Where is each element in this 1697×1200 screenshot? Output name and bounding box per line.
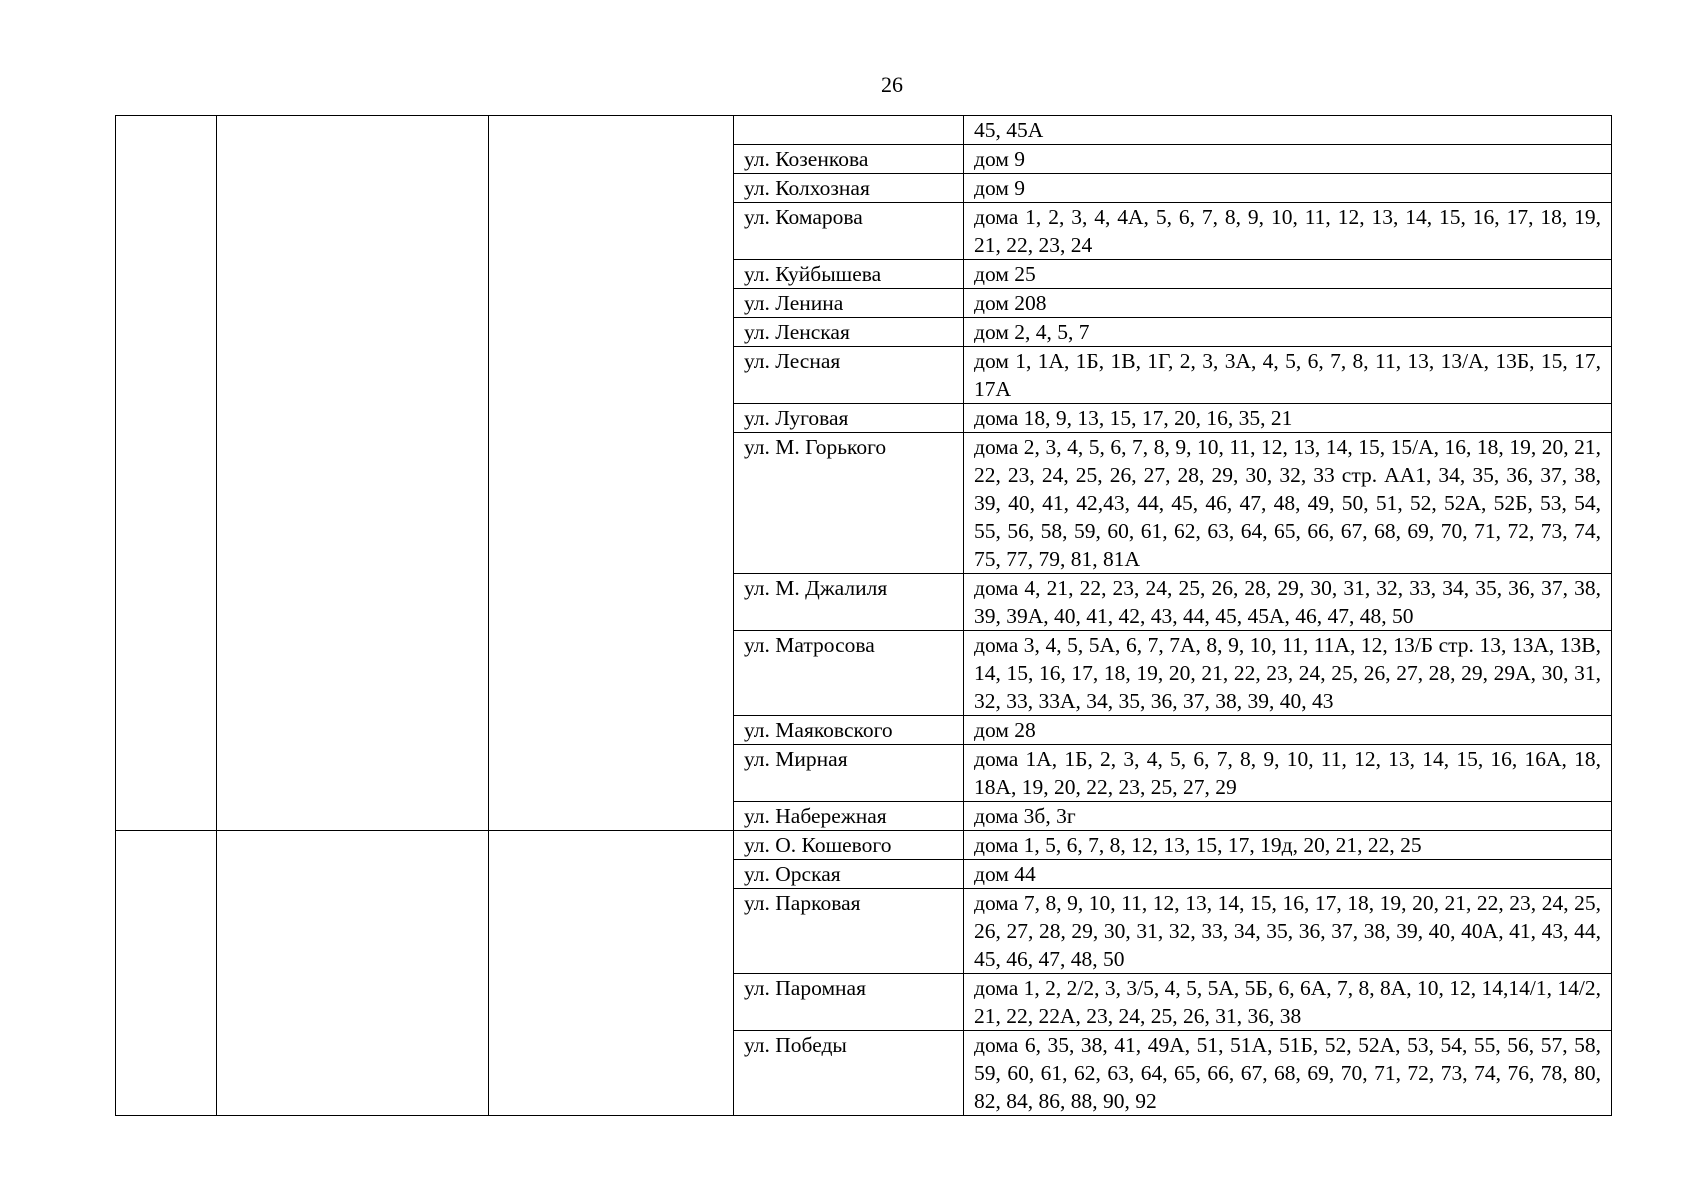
houses-cell: дома 4, 21, 22, 23, 24, 25, 26, 28, 29, 30, 31, 32, 33, 34, 35, 36, 37, 38, 39, 39А, 40, 41, 42, 43, 44, 45, 45А, 46, 47, 48, 50 bbox=[964, 574, 1612, 631]
houses-cell: дома 7, 8, 9, 10, 11, 12, 13, 14, 15, 16, 17, 18, 19, 20, 21, 22, 23, 24, 25, 26, 27, 28, 29, 30, 31, 32, 33, 34, 35, 36, 37, 38, 39, 40, 40А, 41, 43, 44, 45, 46, 47, 48, 50 bbox=[964, 889, 1612, 974]
street-cell: ул. О. Кошевого bbox=[734, 831, 964, 860]
street-cell: ул. Куйбышева bbox=[734, 260, 964, 289]
houses-cell: дом 44 bbox=[964, 860, 1612, 889]
street-cell: ул. Луговая bbox=[734, 404, 964, 433]
houses-cell: дома 18, 9, 13, 15, 17, 20, 16, 35, 21 bbox=[964, 404, 1612, 433]
address-table-body bbox=[116, 116, 1612, 1116]
number-cell bbox=[116, 831, 217, 1116]
houses-cell: дом 9 bbox=[964, 174, 1612, 203]
houses-cell: дом 2, 4, 5, 7 bbox=[964, 318, 1612, 347]
houses-cell: дома 3, 4, 5, 5А, 6, 7, 7А, 8, 9, 10, 11, 11А, 12, 13/Б стр. 13, 13А, 13В, 14, 15, 16, 17, 18, 19, 20, 21, 22, 23, 24, 25, 26, 27, 28, 29, 29А, 30, 31, 32, 33, 33А, 34, 35, 36, 37, 38, 39, 40, 43 bbox=[964, 631, 1612, 716]
houses-cell: дом 25 bbox=[964, 260, 1612, 289]
street-cell: ул. Лесная bbox=[734, 347, 964, 404]
houses-cell: дом 208 bbox=[964, 289, 1612, 318]
street-cell: ул. Козенкова bbox=[734, 145, 964, 174]
houses-cell: дома 1А, 1Б, 2, 3, 4, 5, 6, 7, 8, 9, 10, 11, 12, 13, 14, 15, 16, 16А, 18, 18А, 19, 20, 22, 23, 25, 27, 29 bbox=[964, 745, 1612, 802]
street-cell: ул. Мирная bbox=[734, 745, 964, 802]
page-number: 26 bbox=[881, 72, 903, 97]
address-table bbox=[115, 115, 1612, 1116]
street-cell: ул. М. Горького bbox=[734, 433, 964, 574]
street-cell: ул. Ленская bbox=[734, 318, 964, 347]
table-row bbox=[116, 831, 1612, 860]
street-cell: ул. Колхозная bbox=[734, 174, 964, 203]
district-cell bbox=[217, 831, 489, 1116]
houses-cell: дома 3б, 3г bbox=[964, 802, 1612, 831]
table-row bbox=[116, 116, 1612, 145]
street-cell: ул. Паромная bbox=[734, 974, 964, 1031]
houses-cell: дом 9 bbox=[964, 145, 1612, 174]
number-cell bbox=[116, 116, 217, 831]
street-cell: ул. Комарова bbox=[734, 203, 964, 260]
precinct-cell bbox=[489, 116, 734, 831]
houses-cell: 45, 45А bbox=[964, 116, 1612, 145]
street-cell: ул. Ленина bbox=[734, 289, 964, 318]
houses-cell: дома 1, 2, 2/2, 3, 3/5, 4, 5, 5А, 5Б, 6, 6А, 7, 8, 8А, 10, 12, 14,14/1, 14/2, 21, 22, 22А, 23, 24, 25, 26, 31, 36, 38 bbox=[964, 974, 1612, 1031]
houses-cell: дома 6, 35, 38, 41, 49А, 51, 51А, 51Б, 52, 52А, 53, 54, 55, 56, 57, 58, 59, 60, 61, 62, 63, 64, 65, 66, 67, 68, 69, 70, 71, 72, 73, 74, 76, 78, 80, 82, 84, 86, 88, 90, 92 bbox=[964, 1031, 1612, 1116]
street-cell: ул. Победы bbox=[734, 1031, 964, 1116]
houses-cell: дом 1, 1А, 1Б, 1В, 1Г, 2, 3, 3А, 4, 5, 6, 7, 8, 11, 13, 13/А, 13Б, 15, 17, 17А bbox=[964, 347, 1612, 404]
houses-cell: дом 28 bbox=[964, 716, 1612, 745]
street-cell: ул. Набережная bbox=[734, 802, 964, 831]
precinct-cell bbox=[489, 831, 734, 1116]
district-cell bbox=[217, 116, 489, 831]
street-cell: ул. М. Джалиля bbox=[734, 574, 964, 631]
street-cell: ул. Орская bbox=[734, 860, 964, 889]
houses-cell: дома 1, 5, 6, 7, 8, 12, 13, 15, 17, 19д, 20, 21, 22, 25 bbox=[964, 831, 1612, 860]
street-cell bbox=[734, 116, 964, 145]
street-cell: ул. Матросова bbox=[734, 631, 964, 716]
houses-cell: дома 2, 3, 4, 5, 6, 7, 8, 9, 10, 11, 12, 13, 14, 15, 15/А, 16, 18, 19, 20, 21, 22, 23, 24, 25, 26, 27, 28, 29, 30, 32, 33 стр. АА1, 34, 35, 36, 37, 38, 39, 40, 41, 42,43, 44, 45, 46, 47, 48, 49, 50, 51, 52, 52А, 52Б, 53, 54, 55, 56, 58, 59, 60, 61, 62, 63, 64, 65, 66, 67, 68, 69, 70, 71, 72, 73, 74, 75, 77, 79, 81, 81А bbox=[964, 433, 1612, 574]
houses-cell: дома 1, 2, 3, 4, 4А, 5, 6, 7, 8, 9, 10, 11, 12, 13, 14, 15, 16, 17, 18, 19, 21, 22, 23, 24 bbox=[964, 203, 1612, 260]
street-cell: ул. Маяковского bbox=[734, 716, 964, 745]
street-cell: ул. Парковая bbox=[734, 889, 964, 974]
